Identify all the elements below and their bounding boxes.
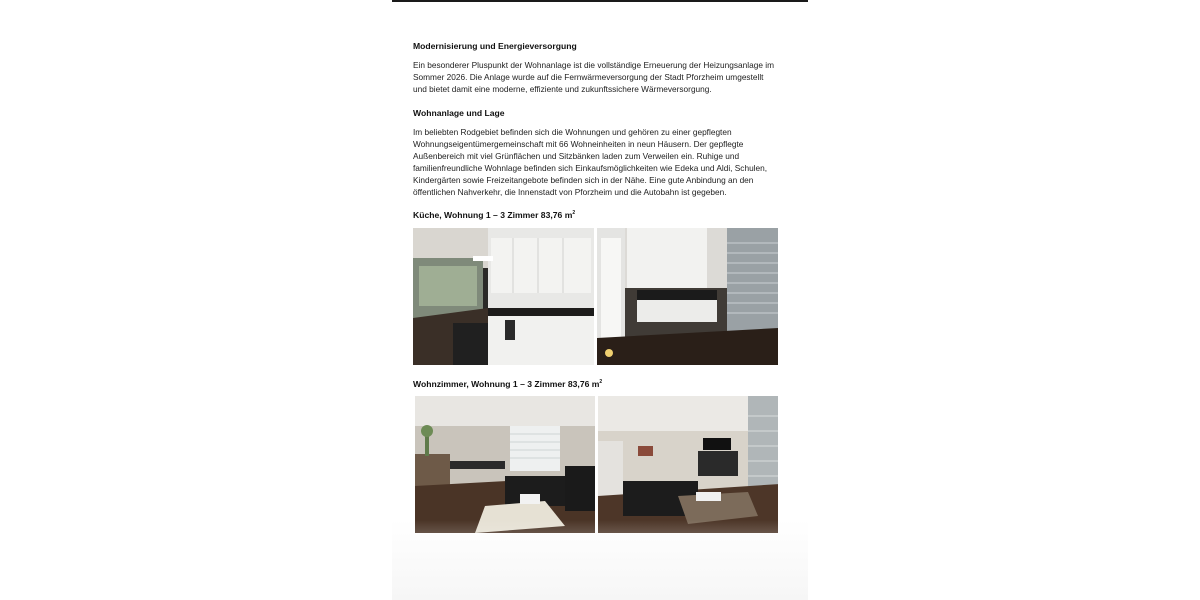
gallery-caption-living-room: Wohnzimmer, Wohnung 1 – 3 Zimmer 83,76 $m^2$ [413,379,603,389]
gallery-caption-kitchen: Küche, Wohnung 1 – 3 Zimmer 83,76 $m^2$ [413,210,576,220]
section-title-modernisierung: Modernisierung und Energieversorgung [413,41,577,51]
living-room-gallery [415,396,778,533]
kitchen-photo-2[interactable] [597,228,778,365]
section-title-lage: Wohnanlage und Lage [413,108,505,118]
section-body-lage: Im beliebten Rodgebiet befinden sich die Wohnungen und gehören zu einer gepflegten Wohnungseigentümergemeinschaft mit 66 Wohneinheiten in neun Häusern. Der gepflegte Außenbereich mit viel Grünflächen und Sitzbänken laden zum Verweilen ein. Ruhige und familienfreundliche Wohnlage befinden sich Einkaufsmöglichkeiten wie Edeka und Aldi, Schulen, Kindergärten sowie Freizeitangebote befinden sich in der Nähe. Eine gute Anbindung an den öffentlichen Nahverkehr, die Innenstadt von Pforzheim und die Autobahn ist gegeben. [413,127,768,197]
section-body-modernisierung: Ein besonderer Pluspunkt der Wohnanlage ist die vollständige Erneuerung der Heizungsanlage im Sommer 2026. Die Anlage wurde auf die Fernwärmeversorgung der Stadt Pforzheim umgestellt und bietet damit eine moderne, effiziente und zukunftssichere Wärmeversorgung. [413,60,774,94]
kitchen-photo-1[interactable] [413,228,594,365]
kitchen-gallery [413,228,778,365]
document-page [392,0,808,600]
living-room-photo-1[interactable] [415,396,595,533]
page-bottom-fade [392,520,808,600]
living-room-photo-2[interactable] [598,396,778,533]
document-content [413,40,778,533]
